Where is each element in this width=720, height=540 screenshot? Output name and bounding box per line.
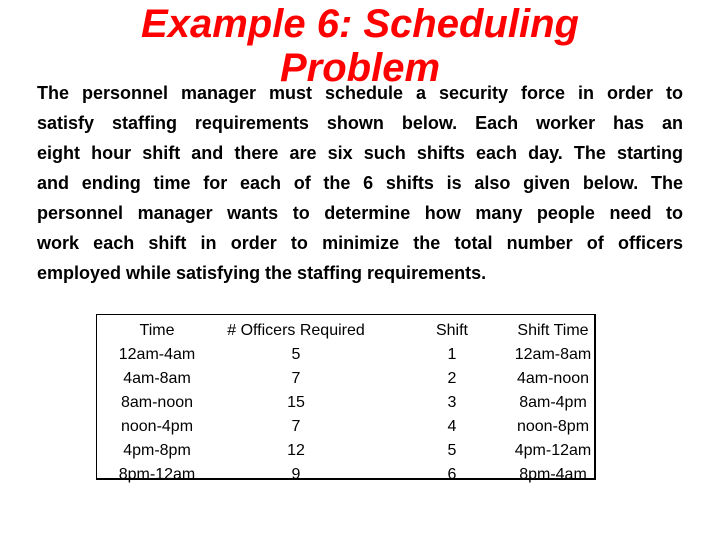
paragraph-line: The personnel manager must schedule a security force in order to <box>37 83 683 103</box>
paragraph-line: and ending time for each of the 6 shifts is also given below. The <box>37 173 683 193</box>
shift-time-cell: 4pm-12am <box>514 442 592 459</box>
officers-cell: 12 <box>287 442 305 459</box>
paragraph-line: personnel manager wants to determine how many people need to <box>37 203 683 223</box>
paragraph-line: satisfy staffing requirements shown below. Each worker has an <box>37 113 683 133</box>
shift-cell: 2 <box>447 370 457 387</box>
time-cell: noon-4pm <box>120 418 194 435</box>
officers-cell: 5 <box>291 346 301 363</box>
officers-cell: 15 <box>287 394 305 411</box>
shift-time-cell: 12am-8am <box>514 346 592 363</box>
officers-column <box>221 319 371 487</box>
shift-time-cell: noon-8pm <box>516 418 590 435</box>
staffing-table <box>96 314 596 483</box>
shift-cell: 5 <box>447 442 457 459</box>
time-cell: 12am-4am <box>118 346 196 363</box>
time-column <box>97 319 217 487</box>
shift-time-header: Shift Time <box>517 322 589 339</box>
officers-cell: 7 <box>291 418 301 435</box>
shift-time-cell: 8pm-4am <box>519 466 587 483</box>
officers-header: # Officers Required <box>227 322 365 339</box>
shift-time-cell: 4am-noon <box>516 370 590 387</box>
slide-title-line-1: Example 6: Scheduling <box>141 2 579 46</box>
paragraph-line: eight hour shift and there are six such shifts each day. The starting <box>37 143 683 163</box>
time-cell: 8am-noon <box>120 394 194 411</box>
slide-title-line-2: Problem <box>279 46 441 90</box>
time-cell: 8pm-12am <box>118 466 196 483</box>
paragraph-line: work each shift in order to minimize the total number of officers <box>37 233 683 253</box>
time-cell: 4pm-8pm <box>123 442 191 459</box>
shift-cell: 4 <box>447 418 457 435</box>
shift-time-column <box>497 319 609 487</box>
shift-time-cell: 8am-4pm <box>519 394 587 411</box>
shift-header: Shift <box>435 322 468 339</box>
shift-cell: 3 <box>447 394 457 411</box>
paragraph-line: employed while satisfying the staffing requirements. <box>37 263 487 283</box>
shift-column <box>417 319 487 487</box>
shift-cell: 6 <box>447 466 457 483</box>
time-header: Time <box>139 322 175 339</box>
officers-cell: 7 <box>291 370 301 387</box>
shift-cell: 1 <box>447 346 457 363</box>
officers-cell: 9 <box>291 466 301 483</box>
time-cell: 4am-8am <box>123 370 191 387</box>
